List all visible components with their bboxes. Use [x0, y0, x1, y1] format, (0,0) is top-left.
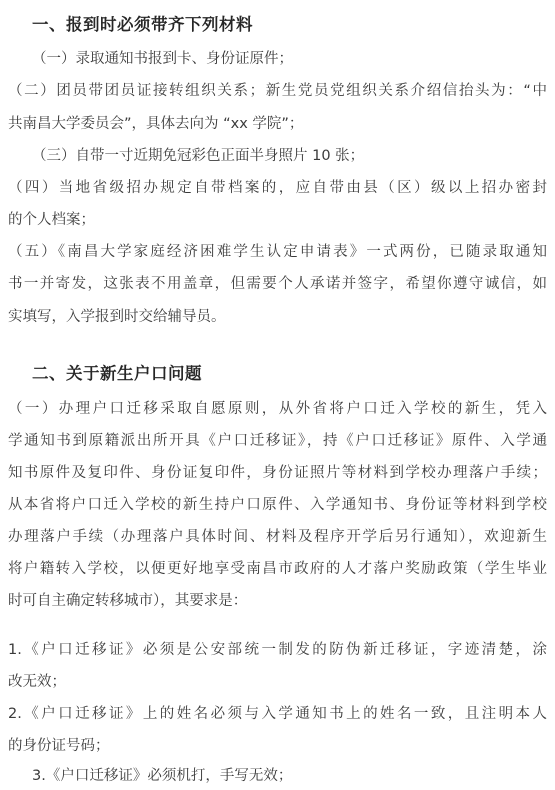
paragraph-line: （四）当地省级招办规定自带档案的，应自带由县（区）级以上招办密封 — [8, 180, 547, 196]
paragraph-line: 学通知书到原籍派出所开具《户口迁移证》，持《户口迁移证》原件、入学通 — [8, 433, 547, 449]
paragraph-line: 共南昌大学委员会”，具体去向为 “xx 学院”； — [8, 116, 304, 132]
list-item-requirement-2: 2.《户口迁移证》上的姓名必须与入学通知书上的姓名一致，且注明本人 — [8, 706, 547, 722]
list-item-requirement-2-cont: 的身份证号码； — [8, 738, 110, 754]
paragraph-line: 的个人档案； — [8, 212, 95, 228]
paragraph-line: 书一并寄发，这张表不用盖章，但需要个人承诺并签字，希望你遵守诚信，如 — [8, 276, 547, 292]
paragraph-line: 知书原件及复印件、身份证复印件，身份证照片等材料到学校办理落户手续； — [8, 465, 547, 481]
section-heading-household-registration: 二、关于新生户口问题 — [32, 364, 202, 383]
paragraph-line: （一）录取通知书报到卡、身份证原件； — [32, 51, 293, 67]
paragraph-line: 时可自主确定转移城市），其要求是： — [8, 593, 248, 609]
paragraph-line: （五）《南昌大学家庭经济困难学生认定申请表》一式两份，已随录取通知 — [8, 244, 547, 260]
list-item-requirement-1: 1.《户口迁移证》必须是公安部统一制发的防伪新迁移证，字迹清楚，涂 — [8, 642, 547, 658]
paragraph-line: 从本省将户口迁入学校的新生持户口原件、入学通知书、身份证等材料到学校 — [8, 497, 547, 513]
paragraph-line: 实填写，入学报到时交给辅导员。 — [8, 309, 226, 325]
paragraph-line: 办理落户手续（办理落户具体时间、材料及程序开学后另行通知），欢迎新生 — [8, 529, 547, 545]
section-heading-materials: 一、报到时必须带齐下列材料 — [32, 15, 253, 34]
list-item-requirement-1-cont: 改无效； — [8, 674, 66, 690]
paragraph-line: （二）团员带团员证接转组织关系；新生党员党组织关系介绍信抬头为：“中 — [8, 83, 547, 99]
paragraph-line: （三）自带一寸近期免冠彩色正面半身照片 10 张； — [32, 148, 365, 164]
paragraph-line: 将户籍转入学校，以便更好地享受南昌市政府的人才落户奖励政策（学生毕业 — [8, 561, 547, 577]
paragraph-line: （一）办理户口迁移采取自愿原则，从外省将户口迁入学校的新生，凭入 — [8, 401, 547, 417]
list-item-requirement-3: 3.《户口迁移证》必须机打，手写无效； — [32, 768, 293, 784]
